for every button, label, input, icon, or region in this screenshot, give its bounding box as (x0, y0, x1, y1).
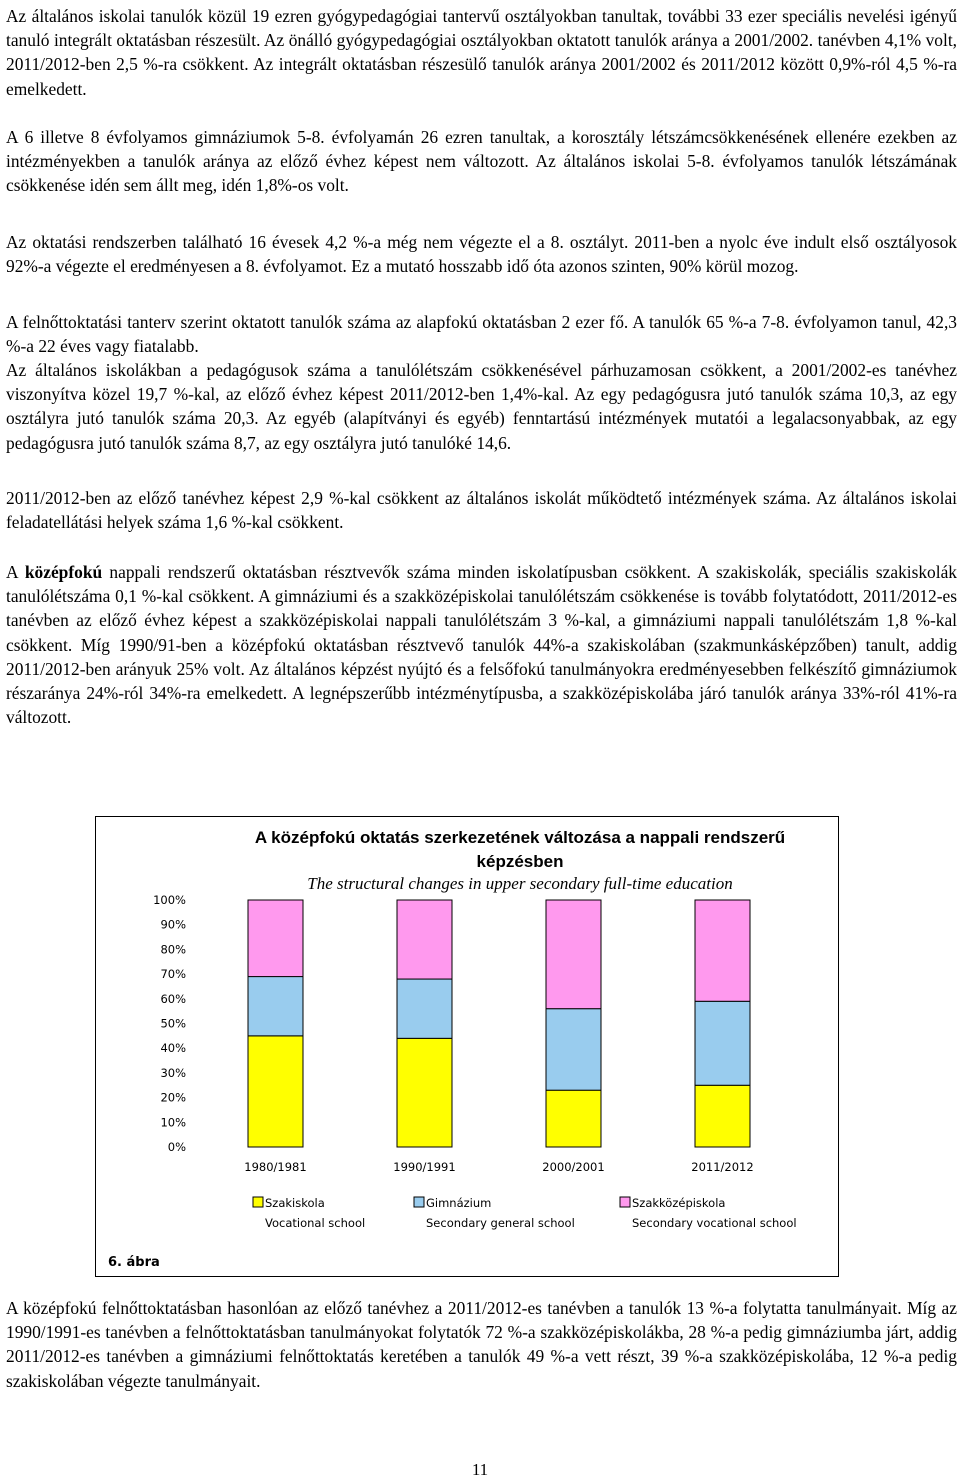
legend-swatch (253, 1197, 263, 1207)
y-tick-label: 30% (160, 1065, 186, 1080)
y-tick-label: 20% (160, 1090, 186, 1105)
y-tick-label: 50% (160, 1016, 186, 1031)
paragraph-gymnasium-grades: A 6 illetve 8 évfolyamos gimnáziumok 5-8. évfolyamán 26 ezren tanultak, a korosztály létszámcsökkenésének ellenére ezekben az intézményekben a tanulók aránya az előző évhez képest nem változott. Az általános iskolai 5-8. évfolyamos tanulók létszámának csökkenése idén sem állt meg, idén 1,8%-os volt. (6, 127, 957, 196)
bar-segment-2 (248, 977, 303, 1036)
bar-segment-1 (546, 1090, 601, 1147)
y-tick-label: 0% (167, 1140, 186, 1154)
paragraph-special-education: Az általános iskolai tanulók közül 19 ezren gyógypedagógiai tantervű osztályokban tanultak, további 33 ezer speciális nevelési igényű tanuló integrált oktatásban részesült. Az önálló gyógypedagógiai osztályokban oktatott tanulók aránya a 2001/2002. tanévben 4,1% volt, 2011/2012-ben 2,5 %-ra csökkent. Az integrált oktatásban részesülő tanulók aránya 2001/2002 és 2011/2012 között 0,9%-ról 4,5 %-ra emelkedett. (6, 6, 957, 99)
legend-label: Gimnázium (426, 1196, 492, 1210)
paragraph-secondary-education (6, 560, 957, 729)
y-tick-label: 100% (153, 893, 186, 907)
paragraph-start-text: A (6, 562, 25, 582)
chart-subtitle: The structural changes in upper secondary full-time education (307, 874, 733, 893)
legend-label: Szakiskola (265, 1196, 325, 1210)
paragraph-rest-text: nappali rendszerű oktatásban résztvevők száma minden iskolatípusban csökkent. A szakiskolák, speciális szakiskolák tanulólétszáma 0,1 %-kal csökkent. A gimnáziumi és a szakközépiskolai tanulólétszám csökkenése is tovább folytatódott, 2011/2012-es tanévben az előző évhez képest a szakközépiskolai nappali tanulólétszám 3 %-kal, a gimnáziumi nappali tanulólétszám 1,8 %-kal csökkent. Míg 1990/91-ben a középfokú oktatásban résztvevő tanulók 44%-a szakiskolában (szakmunkásképzőben) tanult, addig 2011/2012-ben arányuk 25% volt. Az általános képzést nyújtó és a felsőfokú tanulmányokra eredményesebben felkészítő gimnáziumok részaránya 24%-ról 34%-ra emelkedett. A legnépszerűbb intézménytípusba, a szakközépiskolába járó tanulók aránya 33%-ról 41%-ra változott. (6, 562, 958, 728)
x-tick-label: 2000/2001 (542, 1160, 605, 1174)
legend-swatch (414, 1197, 424, 1207)
paragraph-secondary-adult-education: A középfokú felnőttoktatásban hasonlóan az előző tanévhez a 2011/2012-es tanévben a tanulók 13 %-a folytatta tanulmányait. Míg az 1990/1991-es tanévben a felnőttoktatásban tanulmányokat folytatók 72 %-a szakközépiskolákba, 28 %-a pedig gimnáziumba járt, addig 2011/2012-es tanévben a gimnáziumi felnőttoktatás keretében a tanulók 49 %-a vett részt, 39 %-a szakközépiskolába, 12 %-a pedig szakiskolában végezte tanulmányait. (6, 1298, 957, 1391)
x-tick-label: 1980/1981 (244, 1160, 307, 1174)
y-tick-label: 40% (160, 1041, 186, 1056)
chart-title: A középfokú oktatás szerkezetének változása a nappali rendszerű képzésben (254, 828, 786, 871)
y-tick-label: 60% (160, 991, 186, 1006)
paragraph-institutions: 2011/2012-ben az előző tanévhez képest 2,9 %-kal csökkent az általános iskolát működtető intézmények száma. Az általános iskolai feladatellátási helyek száma 1,6 %-kal csökkent. (6, 488, 957, 533)
figure-label: 6. ábra (108, 1255, 160, 1270)
paragraph-adult-education: A felnőttoktatási tanterv szerint oktatott tanulók száma az alapfokú oktatásban 2 ezer fő. A tanulók 65 %-a 7-8. évfolyamon tanul, 42,3 %-a 22 éves vagy fiatalabb. (6, 312, 957, 357)
page-number: 11 (471, 1460, 489, 1479)
y-tick-label: 10% (160, 1115, 186, 1130)
legend-swatch (620, 1197, 630, 1207)
bar-segment-3 (248, 900, 303, 977)
y-tick-label: 70% (160, 967, 186, 982)
paragraph-teachers: Az általános iskolákban a pedagógusok száma a tanulólétszám csökkenésével párhuzamosan csökkent, a 2001/2002-es tanévhez viszonyítva közel 19,7 %-kal, az előző évhez képest 2011/2012-ben 1,4%-kal. Az egy pedagógusra jutó tanulók száma 10,3, az egy osztályra jutó tanulók száma 20,3. Az egyéb (alapítványi és egyéb) fenntartású intézmények mutatói a legalacsonyabbak, az egy pedagógusra jutó tanulók száma 8,7, az egy osztályra jutó tanulóké 14,6. (6, 360, 957, 453)
y-tick-label: 90% (160, 917, 186, 932)
x-tick-label: 2011/2012 (691, 1160, 754, 1174)
bar-segment-2 (546, 1009, 601, 1091)
bar-segment-3 (546, 900, 601, 1009)
bar-segment-1 (248, 1036, 303, 1147)
legend-label-english: Vocational school (265, 1216, 366, 1230)
paragraph-bold-keyword: középfokú (24, 562, 103, 582)
legend-label: Szakközépiskola (632, 1196, 726, 1210)
bar-segment-3 (397, 900, 452, 979)
legend-label-english: Secondary general school (426, 1216, 575, 1230)
y-tick-label: 80% (160, 942, 186, 957)
paragraph-16-year-olds: Az oktatási rendszerben található 16 évesek 4,2 %-a még nem végezte el a 8. osztályt. 2011-ben a nyolc éve indult első osztályosok 92%-a végezte el eredményesen a 8. évfolyamot. Ez a mutató hosszabb idő óta azonos szinten, 90% körül mozog. (6, 232, 957, 277)
bar-segment-1 (695, 1085, 750, 1147)
bar-segment-1 (397, 1038, 452, 1147)
bar-segment-3 (695, 900, 750, 1001)
bar-segment-2 (397, 979, 452, 1038)
bar-segment-2 (695, 1001, 750, 1085)
x-tick-label: 1990/1991 (393, 1160, 456, 1174)
legend-label-english: Secondary vocational school (632, 1216, 797, 1230)
